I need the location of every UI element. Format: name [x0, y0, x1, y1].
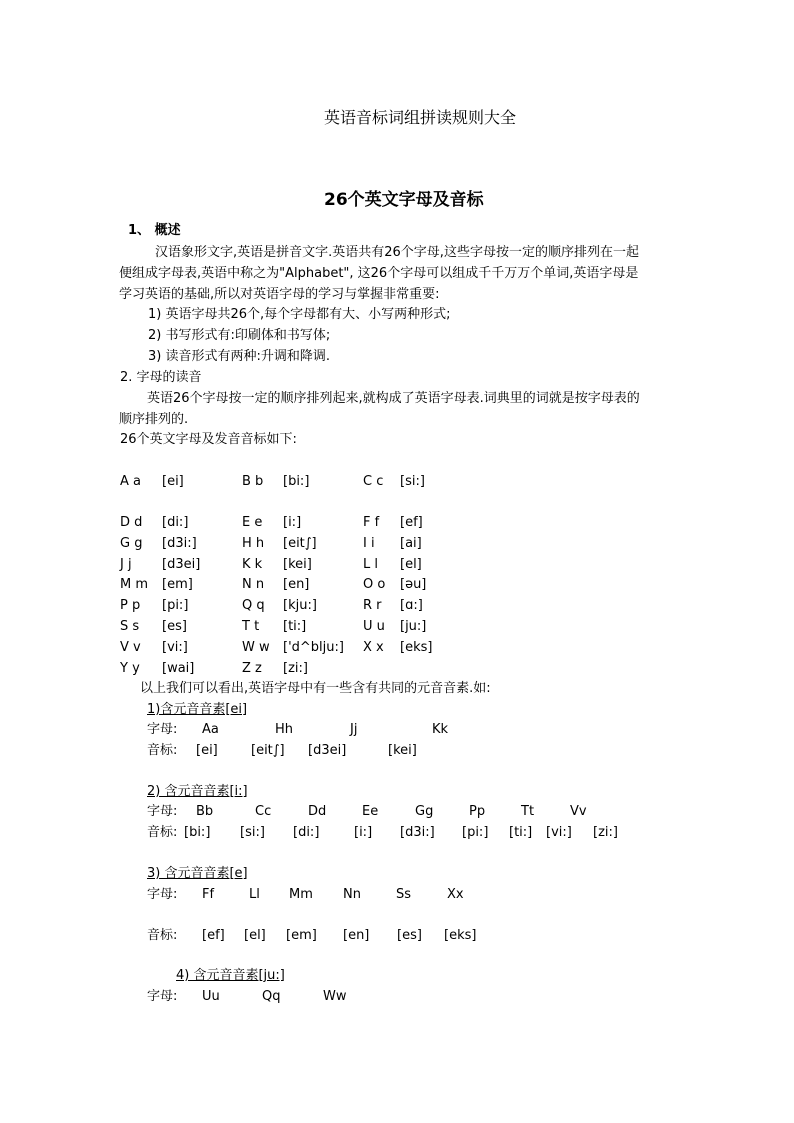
alphabet-phonetic: [es] [162, 619, 187, 634]
alphabet-phonetic: [en] [283, 577, 310, 592]
group2-phonetic: [d3i:] [400, 825, 435, 840]
page-title: 英语音标词组拼读规则大全 [324, 108, 517, 127]
alphabet-letter: Y y [120, 661, 140, 676]
alphabet-phonetic: [ɑ:] [400, 598, 423, 613]
group2-letter: Tt [521, 804, 535, 819]
group1-letter: Aa [202, 722, 219, 737]
group2-letters-label: 字母: [147, 804, 178, 819]
alphabet-letter: B b [242, 474, 264, 489]
group1-phon-label: 音标: [147, 743, 178, 758]
alphabet-phonetic: [em] [162, 577, 193, 592]
group1-letter: Kk [432, 722, 449, 737]
group3-phon-label: 音标: [147, 928, 178, 943]
alphabet-row [120, 659, 720, 679]
section2-heading: 2. 字母的读音 [120, 370, 202, 385]
alphabet-row [120, 534, 720, 554]
group3-phonetics-row [147, 926, 707, 946]
alphabet-phonetic: [kei] [283, 557, 312, 572]
group1-phonetic: [d3ei] [308, 743, 347, 758]
section1-item-1: 1) 英语字母共26个,每个字母都有大、小写两种形式; [148, 307, 451, 322]
group3-letter: Ll [249, 887, 260, 902]
alphabet-phonetic: [ai] [400, 536, 422, 551]
alphabet-phonetic: [el] [400, 557, 422, 572]
section1-item-3: 3) 读音形式有两种:升调和降调. [148, 349, 330, 364]
alphabet-letter: J j [120, 557, 132, 572]
alphabet-list-intro: 26个英文字母及发音音标如下: [120, 432, 297, 447]
page-subtitle: 26个英文字母及音标 [324, 190, 484, 210]
group1-phonetic: [ei] [196, 743, 218, 758]
group2-letter: Pp [469, 804, 486, 819]
group2-phonetic: [di:] [293, 825, 320, 840]
alphabet-letter: E e [242, 515, 263, 530]
alphabet-letter: K k [242, 557, 263, 572]
alphabet-phonetic: [pi:] [162, 598, 189, 613]
group2-heading: 2) 含元音音素[i:] [147, 784, 248, 799]
group4-letter: Uu [202, 989, 220, 1004]
group1-letter: Hh [275, 722, 294, 737]
alphabet-phonetic: ['d^blju:] [283, 640, 344, 655]
group3-letter: Xx [447, 887, 464, 902]
alphabet-row [120, 575, 720, 595]
vowel-intro: 以上我们可以看出,英语字母中有一些含有共同的元音音素.如: [140, 681, 491, 696]
alphabet-letter: W w [242, 640, 270, 655]
section1-para-line1: 汉语象形文字,英语是拼音文字.英语共有26个字母,这些字母按一定的顺序排列在一起 [155, 245, 639, 260]
alphabet-row [120, 596, 720, 616]
alphabet-letter: H h [242, 536, 265, 551]
section1-heading: 1、 概述 [128, 223, 181, 238]
alphabet-row [120, 638, 720, 658]
alphabet-letter: P p [120, 598, 141, 613]
group4-letters-row [147, 987, 707, 1007]
alphabet-letter: V v [120, 640, 141, 655]
group2-letter: Bb [196, 804, 214, 819]
group2-phonetic: [si:] [240, 825, 265, 840]
section1-para-line2: 便组成字母表,英语中称之为"Alphabet", 这26个字母可以组成千千万万个单词,英语字母是 [119, 266, 639, 281]
group1-letter: Jj [350, 722, 358, 737]
group1-phonetic: [eit∫] [251, 743, 285, 758]
group3-letter: Ff [202, 887, 215, 902]
alphabet-phonetic: [si:] [400, 474, 425, 489]
group3-phonetic: [en] [343, 928, 370, 943]
alphabet-letter: M m [120, 577, 149, 592]
group2-phonetics-row [147, 823, 707, 843]
group2-phonetic: [bi:] [184, 825, 211, 840]
group3-letters-label: 字母: [147, 887, 178, 902]
alphabet-phonetic: [kju:] [283, 598, 317, 613]
alphabet-phonetic: [wai] [162, 661, 195, 676]
group2-letter: Vv [570, 804, 587, 819]
group2-letter: Gg [415, 804, 434, 819]
alphabet-phonetic: [eit∫] [283, 536, 317, 551]
group4-letters-label: 字母: [147, 989, 178, 1004]
alphabet-phonetic: [ju:] [400, 619, 427, 634]
alphabet-letter: F f [363, 515, 380, 530]
group4-letter: Qq [262, 989, 281, 1004]
section1-para-line3: 学习英语的基础,所以对英语字母的学习与掌握非常重要: [119, 287, 440, 302]
alphabet-phonetic: [bi:] [283, 474, 310, 489]
group3-heading: 3) 含元音音素[e] [147, 866, 248, 881]
alphabet-letter: D d [120, 515, 143, 530]
group2-letter: Cc [255, 804, 272, 819]
alphabet-phonetic: [ti:] [283, 619, 307, 634]
group3-phonetic: [ef] [202, 928, 225, 943]
alphabet-letter: U u [363, 619, 385, 634]
group2-letter: Ee [362, 804, 379, 819]
section2-para-line2: 顺序排列的. [119, 412, 189, 427]
alphabet-row [120, 513, 720, 533]
alphabet-row [120, 472, 720, 492]
group4-letter: Ww [323, 989, 347, 1004]
section2-para-line1: 英语26个字母按一定的顺序排列起来,就构成了英语字母表.词典里的词就是按字母表的 [147, 391, 640, 406]
alphabet-phonetic: [zi:] [283, 661, 308, 676]
group2-phonetic: [zi:] [593, 825, 618, 840]
alphabet-letter: G g [120, 536, 143, 551]
alphabet-phonetic: [ei] [162, 474, 184, 489]
alphabet-letter: I i [363, 536, 375, 551]
group3-letter: Mm [289, 887, 313, 902]
group2-phonetic: [ti:] [509, 825, 533, 840]
alphabet-letter: X x [363, 640, 384, 655]
alphabet-letter: Z z [242, 661, 262, 676]
alphabet-letter: T t [242, 619, 260, 634]
group3-letters-row [147, 885, 707, 905]
group1-phonetics-row [147, 741, 707, 761]
section1-item-2: 2) 书写形式有:印刷体和书写体; [148, 328, 331, 343]
alphabet-phonetic: [ef] [400, 515, 423, 530]
group3-letter: Nn [343, 887, 361, 902]
alphabet-letter: A a [120, 474, 141, 489]
alphabet-phonetic: [vi:] [162, 640, 188, 655]
group1-phonetic: [kei] [388, 743, 417, 758]
alphabet-letter: O o [363, 577, 386, 592]
group2-phon-label: 音标: [147, 825, 178, 840]
alphabet-phonetic: [d3ei] [162, 557, 201, 572]
alphabet-letter: L l [363, 557, 378, 572]
group3-phonetic: [es] [397, 928, 422, 943]
alphabet-phonetic: [d3i:] [162, 536, 197, 551]
group2-letter: Dd [308, 804, 327, 819]
alphabet-letter: N n [242, 577, 265, 592]
alphabet-row [120, 555, 720, 575]
group1-letters-row [147, 720, 707, 740]
group3-letter: Ss [396, 887, 412, 902]
group2-letters-row [147, 802, 707, 822]
alphabet-row [120, 617, 720, 637]
alphabet-phonetic: [di:] [162, 515, 189, 530]
alphabet-phonetic: [i:] [283, 515, 302, 530]
group1-heading: 1)含元音音素[ei] [147, 702, 248, 717]
alphabet-phonetic: [eks] [400, 640, 433, 655]
group3-phonetic: [em] [286, 928, 317, 943]
group4-heading: 4) 含元音音素[ju:] [176, 968, 285, 983]
group2-phonetic: [vi:] [546, 825, 572, 840]
group3-phonetic: [eks] [444, 928, 477, 943]
group2-phonetic: [pi:] [462, 825, 489, 840]
alphabet-letter: Q q [242, 598, 265, 613]
group2-phonetic: [i:] [354, 825, 373, 840]
alphabet-phonetic: [əu] [400, 577, 427, 592]
alphabet-letter: C c [363, 474, 384, 489]
group1-letters-label: 字母: [147, 722, 178, 737]
group3-phonetic: [el] [244, 928, 266, 943]
alphabet-letter: R r [363, 598, 382, 613]
alphabet-letter: S s [120, 619, 140, 634]
